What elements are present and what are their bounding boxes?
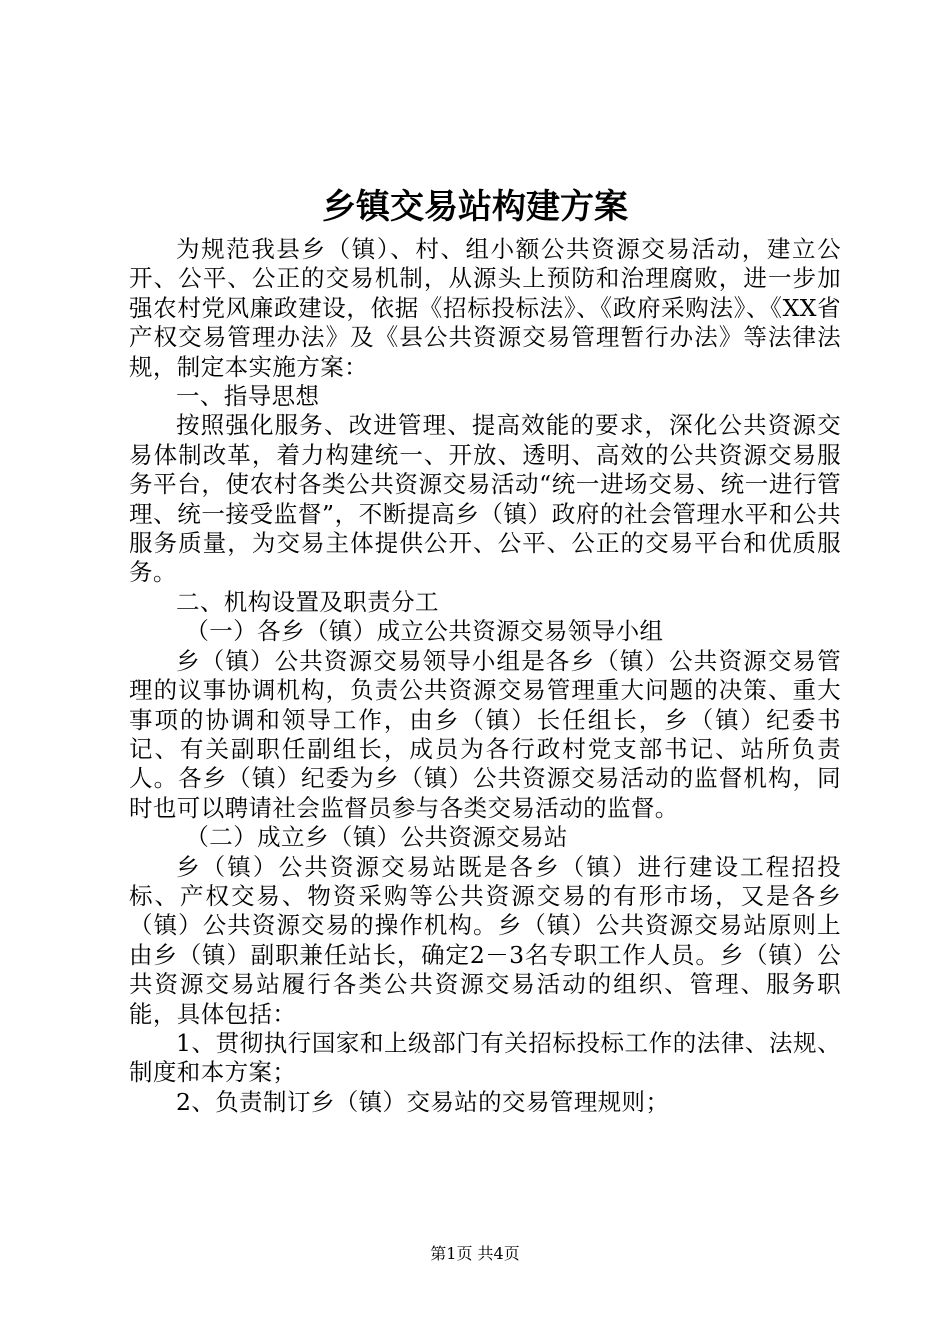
list-item-1: 1、贯彻执行国家和上级部门有关招标投标工作的法律、法规、制度和本方案； bbox=[129, 1028, 841, 1087]
subheading-trading-station: （二）成立乡（镇）公共资源交易站 bbox=[185, 823, 568, 852]
page-footer: 第1页 共4页 bbox=[430, 1244, 520, 1263]
paragraph-intro: 为规范我县乡（镇）、村、组小额公共资源交易活动，建立公开、公平、公正的交易机制，从源头上预防和治理腐败，进一步加强农村党风廉政建设，依据《招标投标法》、《政府采购法》、《XX省产权交易管理办法》及《县公共资源交易管理暂行办法》等法律法规，制定本实施方案： bbox=[129, 235, 841, 381]
paragraph-guiding-principle: 按照强化服务、改进管理、提高效能的要求，深化公共资源交易体制改革，着力构建统一、开放、透明、高效的公共资源交易服务平台，使农村各类公共资源交易活动“统一进场交易、统一进行管理、统一接受监督”，不断提高乡（镇）政府的社会管理水平和公共服务质量，为交易主体提供公开、公平、公正的交易平台和优质服务。 bbox=[129, 411, 841, 587]
heading-organization: 二、机构设置及职责分工 bbox=[176, 587, 439, 616]
subheading-leading-group: （一）各乡（镇）成立公共资源交易领导小组 bbox=[185, 617, 664, 646]
heading-guiding-principle: 一、指导思想 bbox=[176, 382, 320, 411]
list-item-2: 2、负责制订乡（镇）交易站的交易管理规则； bbox=[176, 1087, 670, 1116]
paragraph-leading-group: 乡（镇）公共资源交易领导小组是各乡（镇）公共资源交易管理的议事协调机构，负责公共资源交易管理重大问题的决策、重大事项的协调和领导工作，由乡（镇）长任组长，乡（镇）纪委书记、有关副职任副组长，成员为各行政村党支部书记、站所负责人。各乡（镇）纪委为乡（镇）公共资源交易活动的监督机构，同时也可以聘请社会监督员参与各类交易活动的监督。 bbox=[129, 646, 841, 822]
paragraph-trading-station: 乡（镇）公共资源交易站既是各乡（镇）进行建设工程招投标、产权交易、物资采购等公共资源交易的有形市场，又是各乡（镇）公共资源交易的操作机构。乡（镇）公共资源交易站原则上由乡（镇）副职兼任站长，确定2－3名专职工作人员。乡（镇）公共资源交易站履行各类公共资源交易活动的组织、管理、服务职能，具体包括： bbox=[129, 852, 841, 1028]
document-body bbox=[129, 235, 841, 1117]
document-title: 乡镇交易站构建方案 bbox=[322, 187, 628, 227]
